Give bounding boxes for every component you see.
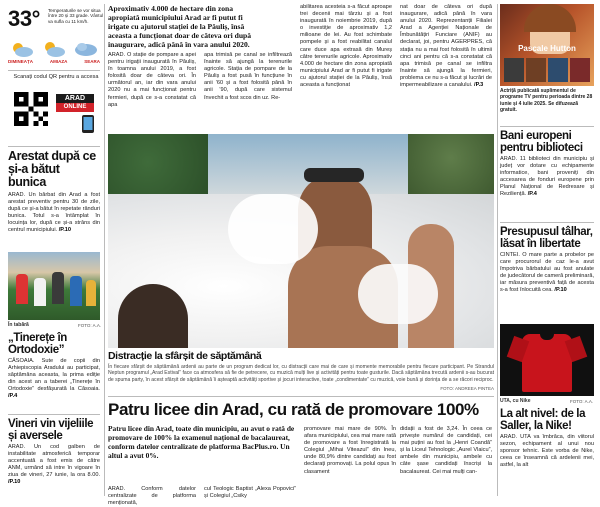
weather-description: Temperaturile se vor situa între 20 și 33 grade. Vântul va sufla cu 11 km/h. <box>48 8 104 24</box>
article-weather-warning <box>8 418 100 498</box>
article-body: ARAD. Un cod galben de instabilitate atmosferică temporar accentuată a fost emis de către ANM, urmând să intre în vigoare în ziua de vineri, 27 iunie, la ora 8.00. /P.10 <box>8 444 100 486</box>
article-libraries <box>500 130 594 220</box>
headline[interactable]: „Tinerețe în Ortodoxie” <box>8 332 67 356</box>
qr-text: Scanați codul QR pentru a accesa <box>13 74 99 80</box>
article-body: CINTEI. O mare parte a probelor pe care procurorul de caz le-a avut împotriva bărbatului au fost anulate de judecătorul de cameră preliminară, iar măsura preventivă față de acesta s-a fost înlocuită cea. /P.10 <box>500 252 594 294</box>
headline[interactable]: Arestat după ce și-a bătut bunica <box>8 149 96 189</box>
article-robber <box>500 226 594 322</box>
photo-caption-box <box>108 364 494 394</box>
jersey-photo <box>500 324 594 396</box>
photo-caption: UTA, cu Nike <box>500 398 531 404</box>
photo-caption: În tabără <box>8 322 29 328</box>
qr-box <box>8 74 100 142</box>
main-col1: ARAD. Conform datelor centralizate de platforma menționată, <box>108 486 196 507</box>
top-article-lead[interactable]: Aproximativ 4.000 de hectare din zona apropiată municipiului Arad ar fi putut fi irigate cu ajutorul stației de la Păuliș, însă aceasta a funcționat doar de câteva ori după inaugurare, adică până în vara anului 2020. <box>108 4 252 49</box>
photo-caption: În fiecare sfârșit de săptămână ardenii au parte de un program dedicat lor, cu distracții care mai de care și momente memorabile pentru fiecare participant. Pe Strandul Neptun programul „Arad Estival” face ca atmosfera să fie de petrecere, cu muzică mulți live și activități pentru toate gusturile. Dacă săptămâna trecută ardenii s-au bucurat de spuma party, în acest sfârșit de săptămână îi așteaptă activități sportive și jocuri interactive, toate „condimentate” cu muzică, voie bună și dorința de a se răcori reciproc. <box>108 364 494 383</box>
weather-label-evening: SEARA <box>84 59 100 64</box>
main-article <box>108 400 494 507</box>
main-headline[interactable]: Patru licee din Arad, cu rată de promovare 100% <box>108 400 479 419</box>
qr-code[interactable] <box>14 92 48 126</box>
arad-online-logo: ARAD ONLINE <box>56 94 94 118</box>
photo-credit: FOTO: A.A. <box>570 399 594 404</box>
sun-cloud-icon <box>8 40 36 58</box>
sun-cloud-icon <box>40 40 68 58</box>
article-arrest <box>8 150 100 248</box>
foam-party-photo <box>108 134 494 348</box>
weather-label-noon: AMIAZA <box>49 59 68 64</box>
main-col4: didații a fost de 3,24. În ceea ce privește numărul de candidați, cei mai puțini au fost la „Henri Coandă” și la Liceul Tehnologic „Aurel Vlaicu”, ambele din municipiu, ambele cu câte șase candidați înscriși la bacalaureat. Cei mai mulți can- <box>400 426 492 475</box>
phone-icon <box>80 114 96 134</box>
article-body: ARAD. 11 biblioteci din municipiu și județ vor dotare cu echipamente informatice, bani proveniți din accesarea de fonduri europene prin Planul Național de Redresare și Reziliență. /P.4 <box>500 156 594 198</box>
top-article-col2: apa trimisă pe canal se infiltrează înainte să ajungă la terenurile agricole. Stația de pompare de la Păuliș a fost pusă în funcțiune în anii ’60 și a fost folosită până în anii ’90, după care sistemul învechit a fost scos din uz. Re- <box>204 52 292 101</box>
photo-credit: FOTO: A.A. <box>78 323 102 328</box>
main-col2: cul Teologic Baptist „Alexa Popovici” și Colegiul „Csiky <box>204 486 296 500</box>
weather-icons <box>8 40 100 58</box>
article-body: ARAD. UTA va îmbrăca, din viitorul sezon, echipament al unui nou sponsor tehnic. Este vorba de Nike, ceea ce înseamnă că ardelenii mei, astfel, la alt <box>500 434 594 469</box>
weather-temperature: 33° <box>8 6 41 31</box>
main-col3: promovare mai mare de 90%. În afara municipiului, cea mai mare rată de promovare a fost înregistrată la Colegiul „Mihai Viteazul” din Ineu, unde 80,9% dintre candidați au fost declarați promovați. La polul opus în clasament <box>304 426 396 475</box>
headline[interactable]: La alt nivel: de la Saller, la Nike! <box>500 408 586 432</box>
weather-label-morning: DIMINEAȚA <box>8 59 33 64</box>
cloud-icon <box>72 40 100 58</box>
article-body: CĂSOAIA. Sute de copii din Arhiepiscopia Aradului au participat, săptămâna aceasta, la prima ediție din acest an a taberei „Tinerețe în Ortodoxie” desfășurată la Căsoaia. /P.4 <box>8 358 100 400</box>
article-youth <box>8 332 100 414</box>
headline[interactable]: Bani europeni pentru biblioteci <box>500 130 583 154</box>
headline[interactable]: Vineri vin vijeliile și aversele <box>8 418 94 442</box>
top-article <box>108 4 494 132</box>
main-lead: Patru licee din Arad, toate din municipiu, au avut o rată de promovare de 100% la examenul național de bacalaureat, conform datelor centralizate de platforma BacPlus.ro. Un altul a avut 0%. <box>108 424 295 460</box>
camp-photo <box>8 252 100 320</box>
top-article-col4: nat doar de câteva ori după inaugurare, adică până în vara anului 2020. Reprezentanții Filialei Arad a Agenției Naționale de Îmbunătățiri Funciare (ANIF) au declarat, joi, pentru AGERPRES, că stația nu a mai fost folosită în ultimii cinci ani pentru că s-a constatat că apa trimisă pe canal se infiltra înainte să ajungă la fermieri, problema ce nu s-a făcut și lucrări de impermeabilizare a canalului. /P.3 <box>400 4 492 89</box>
photo-title[interactable]: Distracție la sfârșit de săptămână <box>108 350 262 362</box>
top-article-col3: abilitarea acesteia s-a făcut aproape trei decenii mai târziu și a fost inaugurată în noiembrie 2019, după o investiție de aproximativ 1,2 milioane de lei. Au fost schimbate pompele și a fost reabilitat canalul care duce apa extrasă din Mureș către terenurile agricole. Aproximativ 4.000 de hectare din zona apropiată municipiului Arad ar fi putut fi irigate cu ajutorul stației de la Păuliș, însă aceasta a funcționat <box>300 4 392 89</box>
weather-box <box>8 6 104 68</box>
ad-name: Pascale Hutton <box>518 44 576 53</box>
article-uta-nike <box>500 408 594 498</box>
headline[interactable]: Presupusul tâlhar, lăsat în libertate <box>500 226 593 250</box>
top-article-col1: ARAD. O stație de pompare a apei pentru irigații inaugurată în Păuliș, în toamna anului 2019, a fost folosită doar de câteva ori. În următorul an, iar din vara anului 2020 nu a mai funcționat pentru fermieri, după ce s-a constatat că apa <box>108 52 196 108</box>
article-body: ARAD. Un bărbat din Arad a fost arestat preventiv pentru 30 de zile, după ce și-a bătut în repetate rânduri bunica. Totul s-a întâmplat în locuința lor, după ce și-a strâns din centrul municipiului. /P.10 <box>8 192 100 234</box>
tv-ad[interactable] <box>500 4 594 86</box>
ad-caption: Actriță publicată suplimentul de programe TV pentru perioada dintre 28 iunie și 4 iulie 2025. Se difuzează gratuit. <box>500 88 593 114</box>
photo-credit: FOTO: ANDREEA PINTEA <box>440 386 494 391</box>
